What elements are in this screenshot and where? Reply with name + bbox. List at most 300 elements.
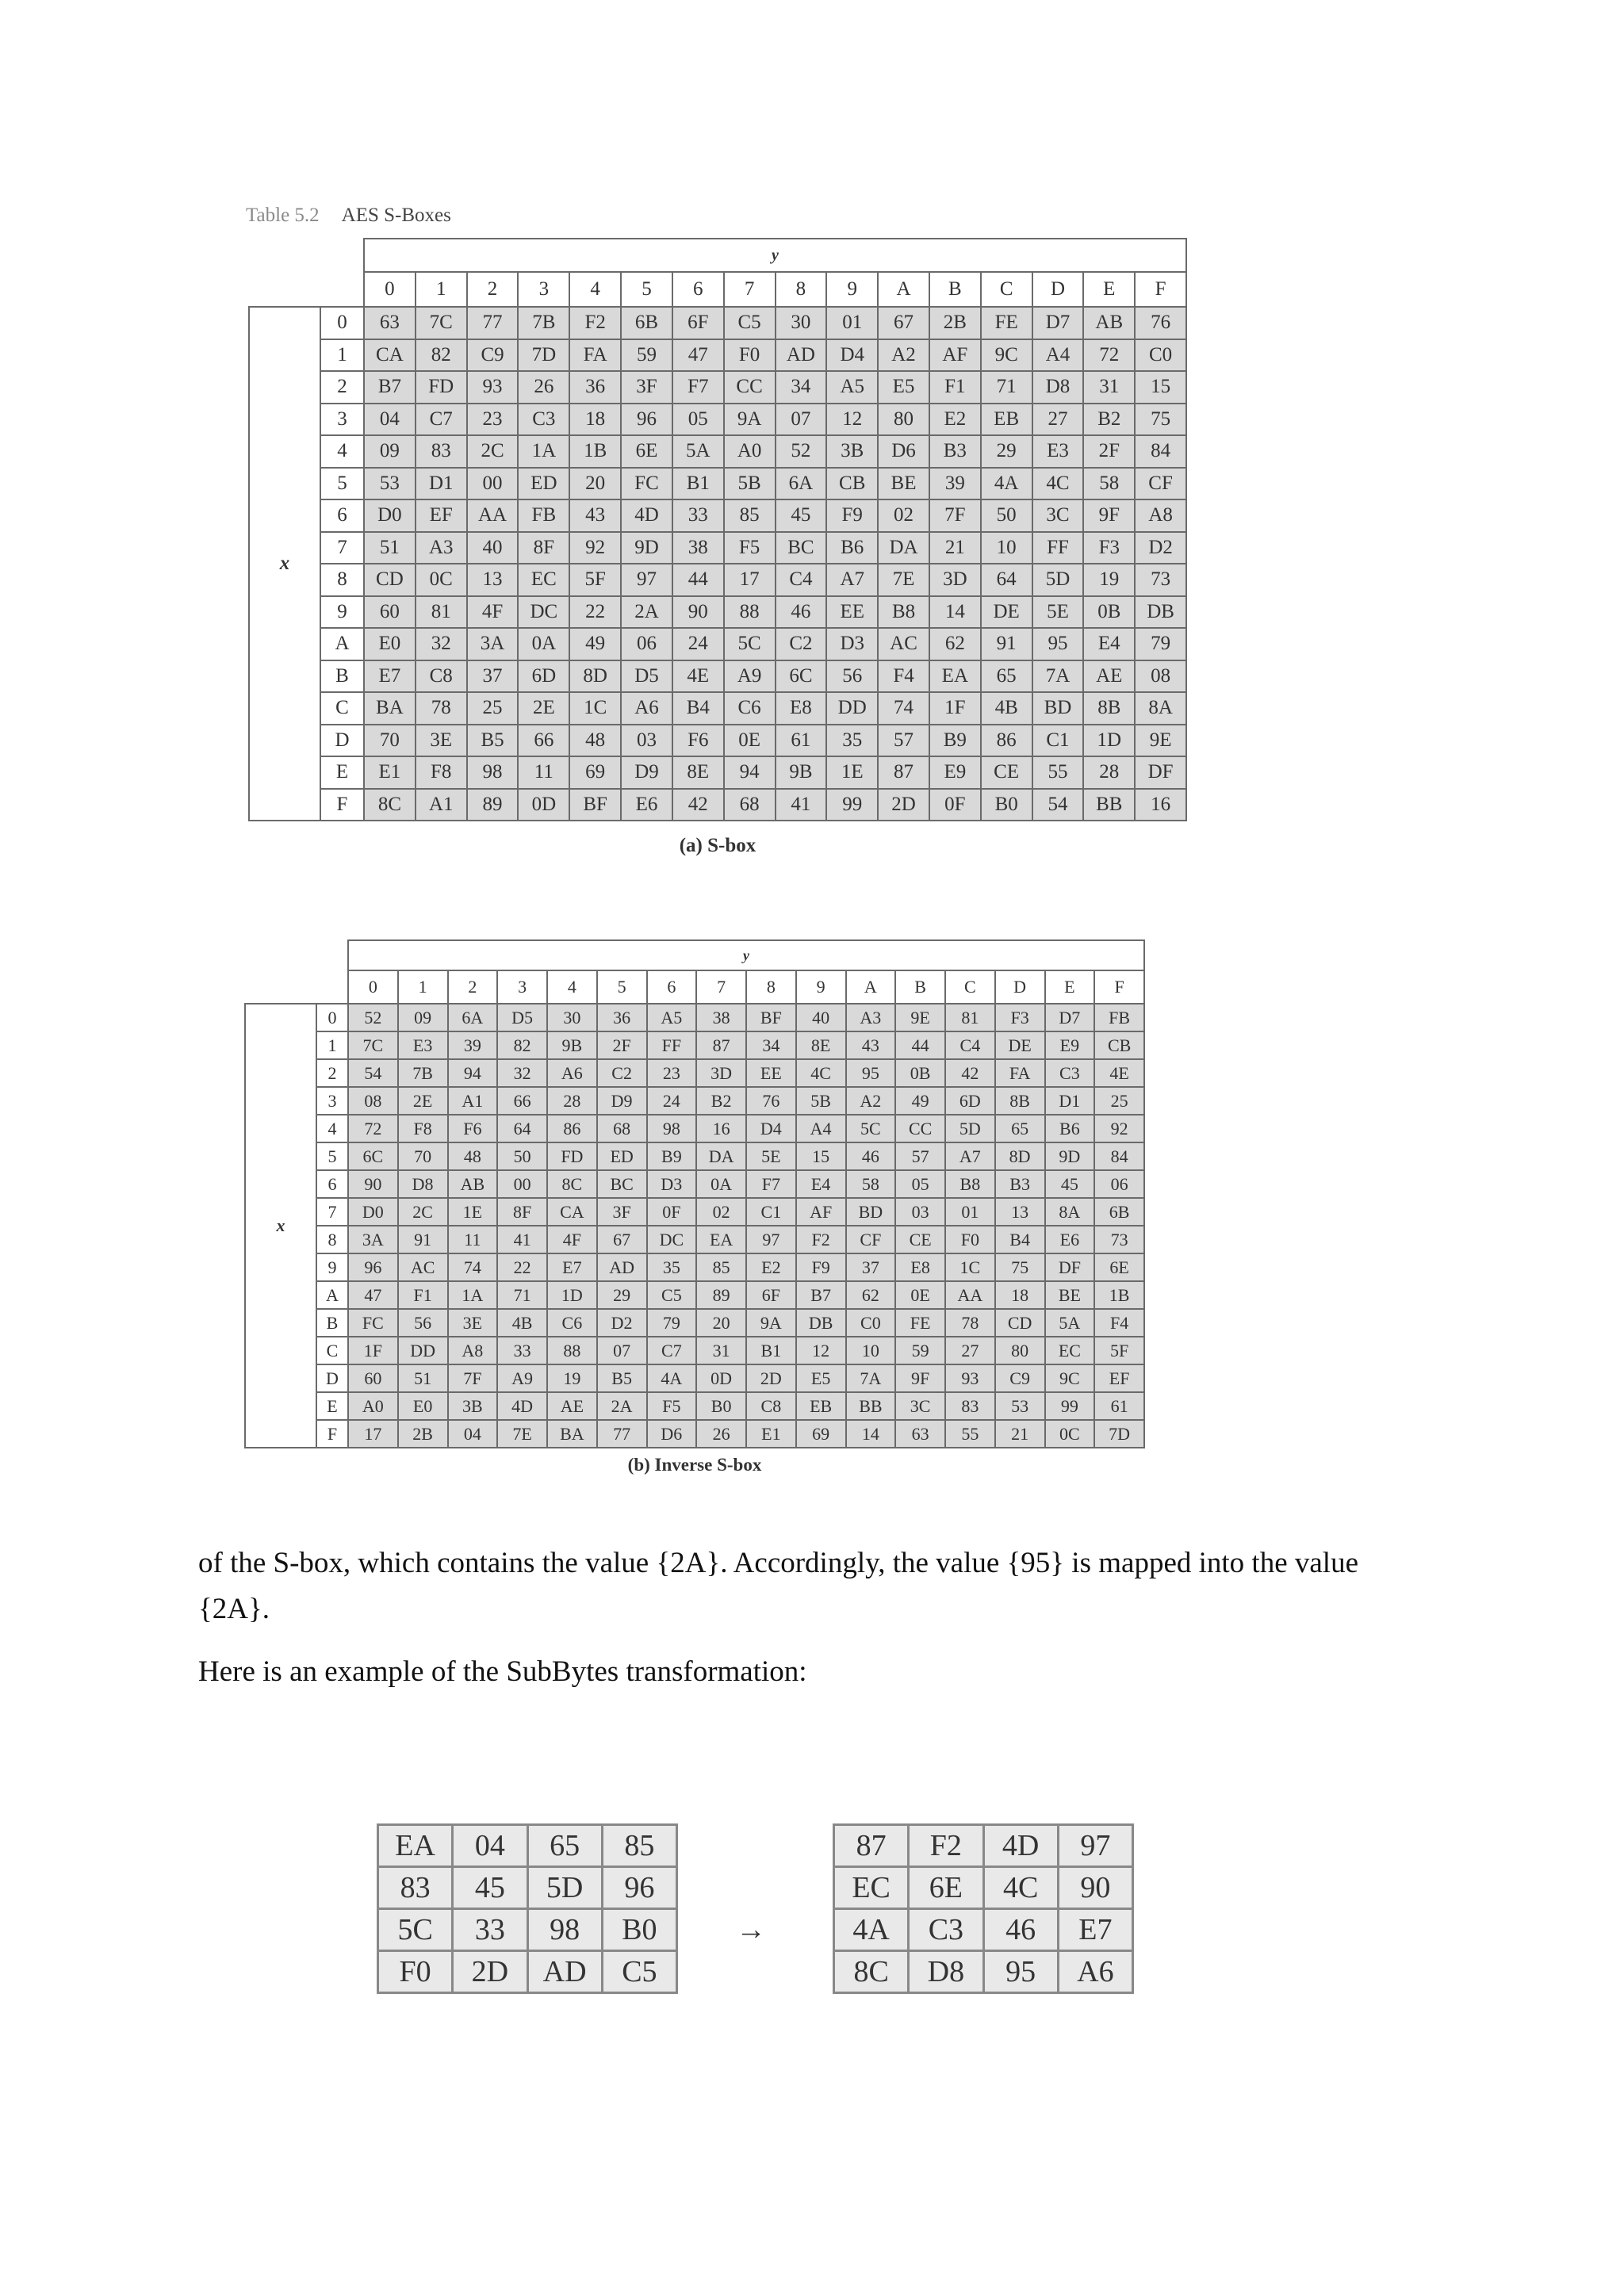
table-cell: 7F <box>448 1364 498 1392</box>
table-cell: 3E <box>416 725 467 757</box>
row-header: C <box>320 692 364 725</box>
y-axis-label: y <box>364 239 1186 272</box>
table-cell: 5B <box>724 468 776 500</box>
table-cell: ED <box>518 468 569 500</box>
table-cell: D3 <box>647 1170 697 1198</box>
table-cell: 67 <box>597 1226 647 1253</box>
table-cell: BE <box>1045 1281 1095 1309</box>
table-cell: A9 <box>724 660 776 693</box>
table-row <box>249 692 1186 725</box>
table-cell: D6 <box>878 435 929 468</box>
table-cell: 22 <box>569 596 621 629</box>
state-cell: F0 <box>378 1951 453 1993</box>
table-cell: 6D <box>518 660 569 693</box>
table-cell: 36 <box>569 371 621 404</box>
table-cell: 10 <box>981 532 1032 564</box>
table-cell: DD <box>826 692 878 725</box>
table-cell: 59 <box>621 339 672 372</box>
table-cell: C2 <box>597 1059 647 1087</box>
table-row <box>245 1364 1144 1392</box>
table-cell: 5B <box>796 1087 846 1115</box>
table-row <box>245 1031 1144 1059</box>
table-cell: AB <box>1083 307 1135 339</box>
row-header: 1 <box>320 339 364 372</box>
column-header: 6 <box>647 970 697 1004</box>
table-row <box>245 1170 1144 1198</box>
table-cell: E0 <box>364 628 416 660</box>
table-cell: C0 <box>1135 339 1186 372</box>
table-cell: EF <box>1094 1364 1144 1392</box>
table-cell: 6C <box>348 1142 398 1170</box>
table-cell: 83 <box>416 435 467 468</box>
table-cell: BE <box>878 468 929 500</box>
table-cell: 60 <box>364 596 416 629</box>
table-cell: B7 <box>364 371 416 404</box>
table-cell: 5E <box>1032 596 1084 629</box>
table-cell: 84 <box>1135 435 1186 468</box>
table-cell: 67 <box>878 307 929 339</box>
column-header: C <box>981 272 1032 307</box>
table-cell: E6 <box>621 789 672 821</box>
row-header: A <box>316 1281 348 1309</box>
table-cell: DA <box>696 1142 746 1170</box>
table-cell: 11 <box>518 756 569 789</box>
column-header: 9 <box>826 272 878 307</box>
table-cell: 72 <box>348 1115 398 1142</box>
state-cell: 33 <box>453 1909 527 1951</box>
table-row <box>249 307 1186 339</box>
table-cell: 5A <box>1045 1309 1095 1337</box>
table-cell: 50 <box>981 499 1032 532</box>
table-cell: 69 <box>569 756 621 789</box>
table-cell: E1 <box>746 1420 796 1448</box>
table-cell: 28 <box>547 1087 597 1115</box>
table-cell: 1A <box>518 435 569 468</box>
table-cell: BF <box>569 789 621 821</box>
table-cell: AF <box>929 339 981 372</box>
table-cell: 9F <box>1083 499 1135 532</box>
table-cell: F2 <box>569 307 621 339</box>
table-cell: 7D <box>1094 1420 1144 1448</box>
column-header: D <box>995 970 1045 1004</box>
table-cell: 35 <box>826 725 878 757</box>
table-cell: 03 <box>621 725 672 757</box>
row-header: 1 <box>316 1031 348 1059</box>
table-cell: 19 <box>1083 564 1135 596</box>
table-cell: 6B <box>1094 1198 1144 1226</box>
column-header: 9 <box>796 970 846 1004</box>
column-header: 6 <box>672 272 724 307</box>
table-cell: 86 <box>981 725 1032 757</box>
table-cell: 6B <box>621 307 672 339</box>
table-cell: BA <box>547 1420 597 1448</box>
table-cell: 38 <box>696 1004 746 1031</box>
state-cell: 97 <box>1058 1825 1132 1867</box>
table-cell: DF <box>1135 756 1186 789</box>
table-cell: 88 <box>547 1337 597 1364</box>
table-cell: EB <box>981 404 1032 436</box>
inverse-sbox-table <box>244 939 1145 1448</box>
table-cell: 95 <box>1032 628 1084 660</box>
column-header: F <box>1094 970 1144 1004</box>
table-cell: B8 <box>945 1170 995 1198</box>
table-cell: E5 <box>878 371 929 404</box>
table-cell: 85 <box>696 1253 746 1281</box>
table-cell: C4 <box>776 564 827 596</box>
state-cell: 5C <box>378 1909 453 1951</box>
column-header: E <box>1083 272 1135 307</box>
table-cell: AE <box>1083 660 1135 693</box>
table-cell: 7A <box>1032 660 1084 693</box>
table-cell: F4 <box>878 660 929 693</box>
table-cell: 07 <box>776 404 827 436</box>
table-cell: A0 <box>724 435 776 468</box>
column-header: C <box>945 970 995 1004</box>
table-cell: 1C <box>945 1253 995 1281</box>
table-cell: DB <box>1135 596 1186 629</box>
table-cell: 6D <box>945 1087 995 1115</box>
table-cell: 56 <box>398 1309 448 1337</box>
state-input-table <box>377 1823 678 1994</box>
row-header: E <box>316 1392 348 1420</box>
table-cell: B7 <box>796 1281 846 1309</box>
table-cell: A2 <box>878 339 929 372</box>
table-cell: F5 <box>647 1392 697 1420</box>
table-cell: 04 <box>448 1420 498 1448</box>
table-cell: 01 <box>945 1198 995 1226</box>
table-cell: D8 <box>398 1170 448 1198</box>
table-cell: 5E <box>746 1142 796 1170</box>
table-cell: 14 <box>929 596 981 629</box>
table-cell: 82 <box>497 1031 547 1059</box>
table-cell: EF <box>416 499 467 532</box>
table-cell: CE <box>895 1226 945 1253</box>
table-cell: 45 <box>1045 1170 1095 1198</box>
table-cell: C7 <box>416 404 467 436</box>
table-cell: 66 <box>518 725 569 757</box>
table-cell: 1E <box>448 1198 498 1226</box>
table-cell: 70 <box>398 1142 448 1170</box>
table-cell: CA <box>547 1198 597 1226</box>
table-cell: 0D <box>696 1364 746 1392</box>
table-cell: 4B <box>981 692 1032 725</box>
table-cell: 5C <box>846 1115 896 1142</box>
table-cell: D6 <box>647 1420 697 1448</box>
table-cell: A5 <box>826 371 878 404</box>
table-cell: 9B <box>776 756 827 789</box>
table-cell: F7 <box>672 371 724 404</box>
state-row <box>378 1825 677 1867</box>
table-cell: 1E <box>826 756 878 789</box>
table-cell: E7 <box>364 660 416 693</box>
state-row <box>834 1825 1133 1867</box>
table-cell: 4D <box>621 499 672 532</box>
table-row <box>249 789 1186 821</box>
table-cell: 3F <box>621 371 672 404</box>
table-cell: 71 <box>497 1281 547 1309</box>
paragraph-example-intro: Here is an example of the SubBytes transformation: <box>198 1655 807 1688</box>
table-cell: CF <box>1135 468 1186 500</box>
table-cell: F8 <box>398 1115 448 1142</box>
table-cell: 08 <box>1135 660 1186 693</box>
table-cell: F2 <box>796 1226 846 1253</box>
table-cell: 97 <box>621 564 672 596</box>
table-cell: 06 <box>621 628 672 660</box>
table-cell: 34 <box>776 371 827 404</box>
table-cell: 1B <box>1094 1281 1144 1309</box>
row-header: 6 <box>320 499 364 532</box>
state-row <box>378 1867 677 1909</box>
table-cell: B0 <box>981 789 1032 821</box>
table-cell: E0 <box>398 1392 448 1420</box>
table-cell: 49 <box>895 1087 945 1115</box>
table-cell: 0E <box>724 725 776 757</box>
table-cell: E6 <box>1045 1226 1095 1253</box>
table-cell: B9 <box>647 1142 697 1170</box>
table-cell: 2E <box>398 1087 448 1115</box>
table-cell: 44 <box>895 1031 945 1059</box>
table-cell: 8D <box>995 1142 1045 1170</box>
x-axis-label: x <box>245 1004 316 1448</box>
state-cell: EC <box>834 1867 909 1909</box>
table-cell: 5D <box>945 1115 995 1142</box>
table-cell: AE <box>547 1392 597 1420</box>
table-cell: 90 <box>348 1170 398 1198</box>
table-cell: B3 <box>995 1170 1045 1198</box>
table-cell: 03 <box>895 1198 945 1226</box>
table-cell: 29 <box>981 435 1032 468</box>
table-cell: 7D <box>518 339 569 372</box>
table-row <box>245 1337 1144 1364</box>
table-cell: 85 <box>724 499 776 532</box>
table-cell: 81 <box>945 1004 995 1031</box>
table-row <box>245 1004 1144 1031</box>
table-cell: 00 <box>467 468 519 500</box>
table-cell: B2 <box>696 1087 746 1115</box>
table-cell: EA <box>929 660 981 693</box>
table-row <box>249 596 1186 629</box>
table-cell: 6F <box>746 1281 796 1309</box>
table-cell: B6 <box>826 532 878 564</box>
table-cell: E4 <box>796 1170 846 1198</box>
table-cell: 31 <box>1083 371 1135 404</box>
table-cell: C4 <box>945 1031 995 1059</box>
table-cell: 94 <box>724 756 776 789</box>
table-cell: 1B <box>569 435 621 468</box>
table-cell: 3A <box>467 628 519 660</box>
column-header: 5 <box>621 272 672 307</box>
table-cell: AA <box>467 499 519 532</box>
table-cell: 74 <box>448 1253 498 1281</box>
table-cell: E2 <box>929 404 981 436</box>
table-cell: 1F <box>929 692 981 725</box>
table-cell: 1F <box>348 1337 398 1364</box>
table-cell: 6E <box>1094 1253 1144 1281</box>
table-cell: A5 <box>647 1004 697 1031</box>
column-header: 0 <box>348 970 398 1004</box>
corner-blank <box>249 239 364 272</box>
table-cell: 58 <box>846 1170 896 1198</box>
table-cell: D3 <box>826 628 878 660</box>
table-cell: C6 <box>724 692 776 725</box>
table-cell: 6A <box>776 468 827 500</box>
table-cell: D5 <box>621 660 672 693</box>
state-row <box>834 1909 1133 1951</box>
column-header: 7 <box>696 970 746 1004</box>
table-cell: 0C <box>1045 1420 1095 1448</box>
table-cell: A7 <box>826 564 878 596</box>
table-cell: 51 <box>364 532 416 564</box>
table-cell: B4 <box>672 692 724 725</box>
table-cell: E2 <box>746 1253 796 1281</box>
table-cell: 53 <box>995 1392 1045 1420</box>
table-cell: 35 <box>647 1253 697 1281</box>
table-cell: 24 <box>647 1087 697 1115</box>
column-header: E <box>1045 970 1095 1004</box>
table-row <box>245 1142 1144 1170</box>
table-row <box>245 1198 1144 1226</box>
column-header: 8 <box>776 272 827 307</box>
table-cell: 65 <box>995 1115 1045 1142</box>
table-cell: D9 <box>597 1087 647 1115</box>
table-cell: 44 <box>672 564 724 596</box>
row-header: 3 <box>316 1087 348 1115</box>
table-cell: 2D <box>746 1364 796 1392</box>
table-cell: 7C <box>416 307 467 339</box>
state-cell: 45 <box>453 1867 527 1909</box>
table-cell: 3F <box>597 1198 647 1226</box>
table-cell: 12 <box>796 1337 846 1364</box>
table-cell: A6 <box>621 692 672 725</box>
table-cell: 12 <box>826 404 878 436</box>
state-cell: 46 <box>983 1909 1058 1951</box>
row-header: 7 <box>320 532 364 564</box>
table-cell: 13 <box>467 564 519 596</box>
table-cell: 0C <box>416 564 467 596</box>
state-cell: 5D <box>527 1867 602 1909</box>
table-cell: 83 <box>945 1392 995 1420</box>
table-cell: 0A <box>696 1170 746 1198</box>
table-cell: 46 <box>776 596 827 629</box>
row-header: 0 <box>320 307 364 339</box>
table-cell: 05 <box>895 1170 945 1198</box>
table-cell: 2E <box>518 692 569 725</box>
table-cell: 1D <box>547 1281 597 1309</box>
row-header: D <box>316 1364 348 1392</box>
table-cell: 9A <box>746 1309 796 1337</box>
table-cell: 47 <box>672 339 724 372</box>
table-row <box>249 339 1186 372</box>
table-cell: 18 <box>569 404 621 436</box>
column-header: A <box>846 970 896 1004</box>
table-cell: C5 <box>647 1281 697 1309</box>
table-row <box>249 404 1186 436</box>
table-cell: 26 <box>696 1420 746 1448</box>
state-cell: 6E <box>909 1867 983 1909</box>
table-cell: 01 <box>826 307 878 339</box>
table-cell: 15 <box>796 1142 846 1170</box>
table-cell: B2 <box>1083 404 1135 436</box>
row-header: C <box>316 1337 348 1364</box>
row-header: 9 <box>320 596 364 629</box>
row-header: B <box>316 1309 348 1337</box>
table-cell: 8F <box>518 532 569 564</box>
table-cell: 89 <box>467 789 519 821</box>
table-cell: F1 <box>929 371 981 404</box>
table-cell: 91 <box>981 628 1032 660</box>
table-cell: C3 <box>518 404 569 436</box>
table-cell: 2D <box>878 789 929 821</box>
table-cell: B5 <box>597 1364 647 1392</box>
table-cell: B3 <box>929 435 981 468</box>
table-row <box>249 628 1186 660</box>
column-header: 3 <box>518 272 569 307</box>
table-cell: 21 <box>929 532 981 564</box>
state-cell: A6 <box>1058 1951 1132 1993</box>
table-cell: 1C <box>569 692 621 725</box>
table-cell: EC <box>518 564 569 596</box>
table-cell: 22 <box>497 1253 547 1281</box>
table-cell: 7F <box>929 499 981 532</box>
table-cell: CE <box>981 756 1032 789</box>
table-cell: 2F <box>1083 435 1135 468</box>
table-cell: 64 <box>981 564 1032 596</box>
table-cell: CA <box>364 339 416 372</box>
table-cell: CB <box>1094 1031 1144 1059</box>
table-cell: 53 <box>364 468 416 500</box>
table-cell: 79 <box>1135 628 1186 660</box>
table-cell: B1 <box>746 1337 796 1364</box>
state-row <box>378 1951 677 1993</box>
column-header: 5 <box>597 970 647 1004</box>
table-row <box>245 1059 1144 1087</box>
table-cell: F3 <box>995 1004 1045 1031</box>
table-cell: 3D <box>696 1059 746 1087</box>
table-cell: 98 <box>467 756 519 789</box>
table-cell: 2C <box>467 435 519 468</box>
row-header: B <box>320 660 364 693</box>
table-cell: 40 <box>796 1004 846 1031</box>
table-cell: C9 <box>995 1364 1045 1392</box>
table-cell: 59 <box>895 1337 945 1364</box>
table-cell: 5D <box>1032 564 1084 596</box>
column-header: D <box>1032 272 1084 307</box>
table-cell: 21 <box>995 1420 1045 1448</box>
table-cell: 3B <box>448 1392 498 1420</box>
table-cell: 6E <box>621 435 672 468</box>
table-cell: 2C <box>398 1198 448 1226</box>
table-cell: 3D <box>929 564 981 596</box>
table-cell: BB <box>846 1392 896 1420</box>
table-cell: C3 <box>1045 1059 1095 1087</box>
table-cell: 13 <box>995 1198 1045 1226</box>
column-header: 3 <box>497 970 547 1004</box>
table-cell: 0F <box>647 1198 697 1226</box>
table-row <box>245 1087 1144 1115</box>
table-row <box>249 532 1186 564</box>
table-cell: 9E <box>1135 725 1186 757</box>
table-cell: 89 <box>696 1281 746 1309</box>
table-cell: 9D <box>1045 1142 1095 1170</box>
row-header: 9 <box>316 1253 348 1281</box>
table-cell: 91 <box>398 1226 448 1253</box>
table-cell: 75 <box>995 1253 1045 1281</box>
table-cell: D7 <box>1032 307 1084 339</box>
table-cell: 62 <box>929 628 981 660</box>
table-cell: 61 <box>776 725 827 757</box>
column-header: 4 <box>569 272 621 307</box>
table-cell: 80 <box>878 404 929 436</box>
